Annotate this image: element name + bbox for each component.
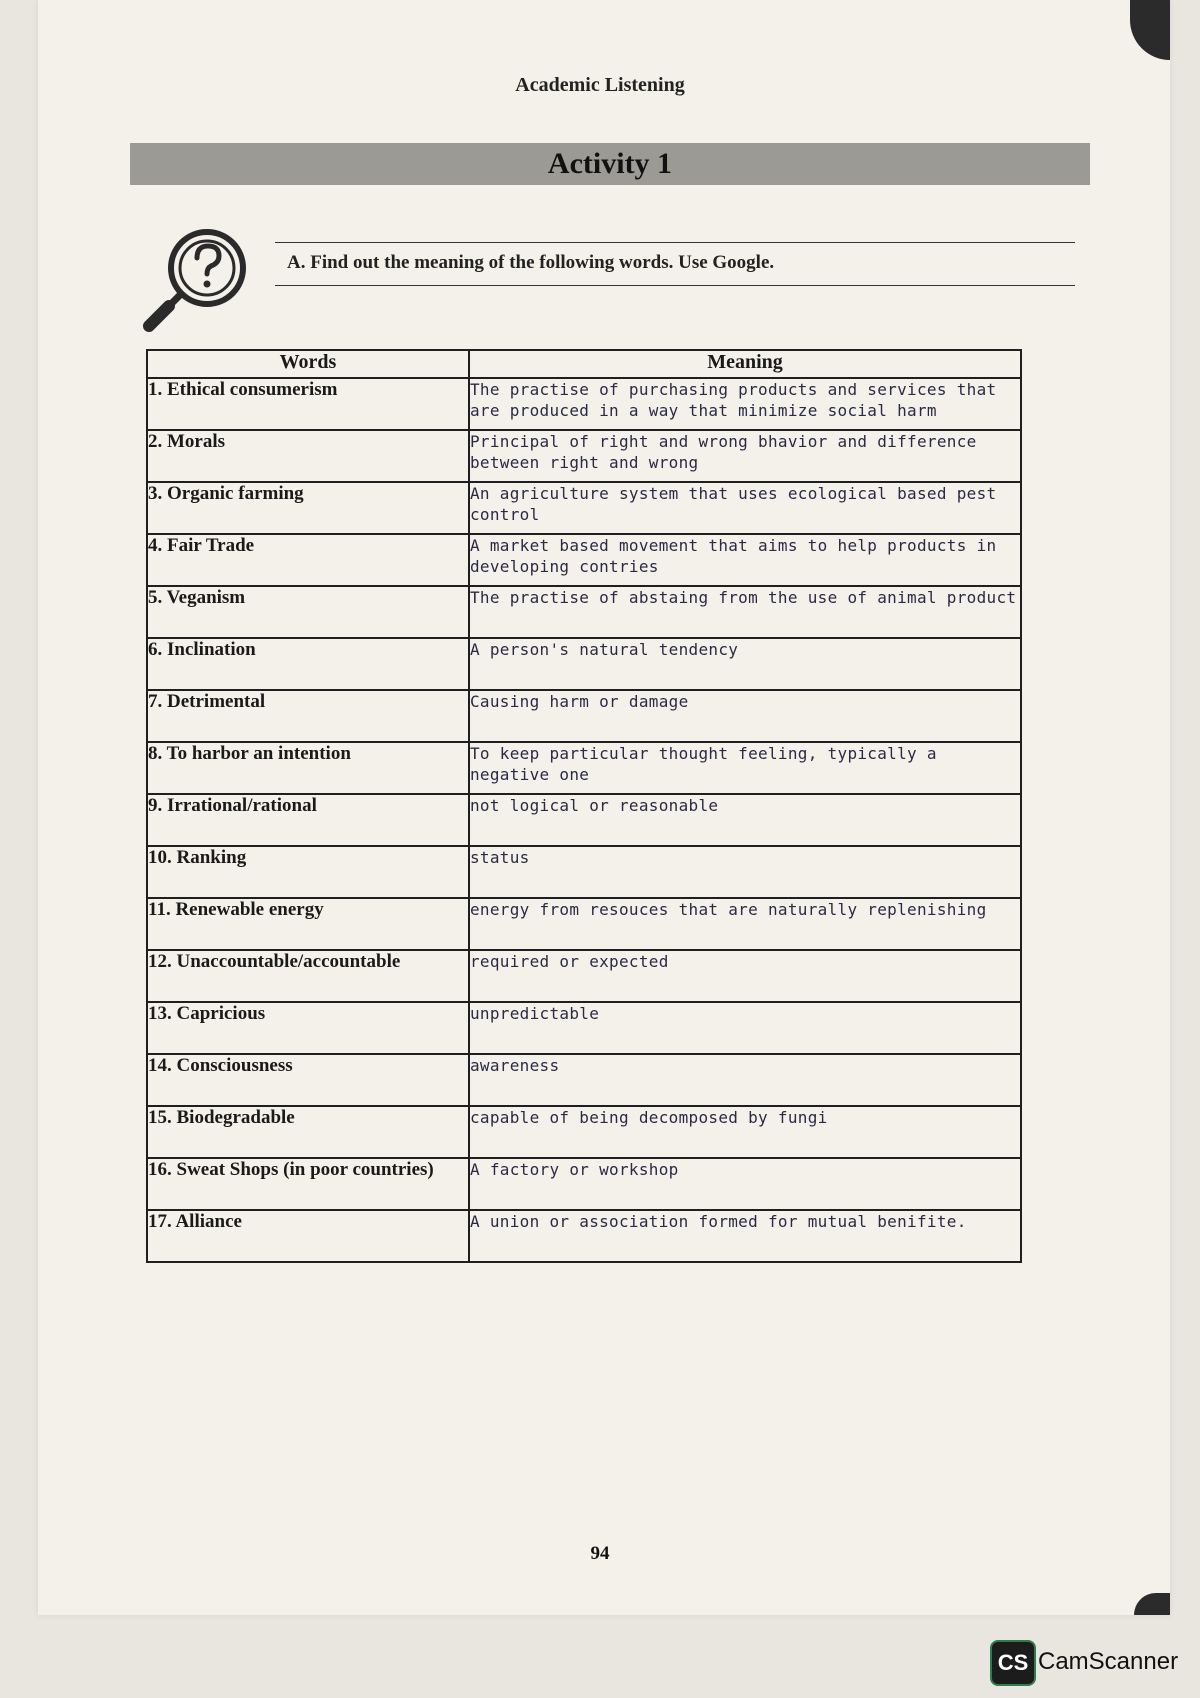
table-row	[147, 846, 1021, 898]
table-row	[147, 690, 1021, 742]
word-cell: 15. Biodegradable	[147, 1106, 469, 1158]
page-corner-shadow	[1130, 0, 1170, 60]
meaning-cell: An agriculture system that uses ecological based pest control	[469, 482, 1021, 534]
table-row	[147, 898, 1021, 950]
table-row	[147, 1158, 1021, 1210]
table-row	[147, 1054, 1021, 1106]
meaning-cell: A factory or workshop	[469, 1158, 1021, 1210]
camscanner-logo-icon: CS	[990, 1640, 1036, 1686]
table-row	[147, 950, 1021, 1002]
meaning-cell: To keep particular thought feeling, typically a negative one	[469, 742, 1021, 794]
activity-title: Activity 1	[547, 147, 673, 180]
word-cell: 5. Veganism	[147, 586, 469, 638]
meaning-cell: A union or association formed for mutual benifite.	[469, 1210, 1021, 1262]
meaning-cell: Causing harm or damage	[469, 690, 1021, 742]
meaning-cell: capable of being decomposed by fungi	[469, 1106, 1021, 1158]
question-magnifier-icon	[135, 222, 255, 342]
word-cell: 16. Sweat Shops (in poor countries)	[147, 1158, 469, 1210]
meaning-cell: The practise of abstaing from the use of animal product	[469, 586, 1021, 638]
page-number: 94	[590, 1543, 610, 1564]
table-row	[147, 378, 1021, 430]
page-header: Academic Listening	[515, 74, 685, 96]
word-cell: 13. Capricious	[147, 1002, 469, 1054]
meaning-cell: unpredictable	[469, 1002, 1021, 1054]
instruction-text: A. Find out the meaning of the following words. Use Google.	[287, 252, 775, 273]
word-cell: 9. Irrational/rational	[147, 794, 469, 846]
table-row	[147, 1002, 1021, 1054]
word-cell: 8. To harbor an intention	[147, 742, 469, 794]
meaning-cell: required or expected	[469, 950, 1021, 1002]
table-row	[147, 482, 1021, 534]
table-row	[147, 586, 1021, 638]
table-row	[147, 1210, 1021, 1262]
camscanner-label: CamScanner	[1038, 1648, 1179, 1675]
meaning-cell: awareness	[469, 1054, 1021, 1106]
column-header-words: Words	[147, 350, 469, 378]
word-cell: 1. Ethical consumerism	[147, 378, 469, 430]
rule-bottom	[275, 285, 1075, 286]
word-cell: 2. Morals	[147, 430, 469, 482]
meaning-cell: status	[469, 846, 1021, 898]
table-row	[147, 794, 1021, 846]
table-row	[147, 638, 1021, 690]
rule-top	[275, 242, 1075, 243]
table-row	[147, 1106, 1021, 1158]
meaning-cell: A market based movement that aims to help products in developing contries	[469, 534, 1021, 586]
word-cell: 12. Unaccountable/accountable	[147, 950, 469, 1002]
word-cell: 3. Organic farming	[147, 482, 469, 534]
word-cell: 7. Detrimental	[147, 690, 469, 742]
word-cell: 6. Inclination	[147, 638, 469, 690]
vocabulary-table	[146, 349, 1022, 1263]
word-cell: 14. Consciousness	[147, 1054, 469, 1106]
word-cell: 10. Ranking	[147, 846, 469, 898]
page-corner-shadow	[1134, 1593, 1170, 1615]
column-header-meaning: Meaning	[469, 350, 1021, 378]
table-row	[147, 534, 1021, 586]
meaning-cell: A person's natural tendency	[469, 638, 1021, 690]
meaning-cell: not logical or reasonable	[469, 794, 1021, 846]
meaning-cell: The practise of purchasing products and services that are produced in a way that minimize social harm	[469, 378, 1021, 430]
table-row	[147, 430, 1021, 482]
meaning-cell: energy from resouces that are naturally replenishing	[469, 898, 1021, 950]
meaning-cell: Principal of right and wrong bhavior and difference between right and wrong	[469, 430, 1021, 482]
table-row	[147, 742, 1021, 794]
word-cell: 4. Fair Trade	[147, 534, 469, 586]
word-cell: 11. Renewable energy	[147, 898, 469, 950]
activity-banner	[130, 143, 1090, 185]
word-cell: 17. Alliance	[147, 1210, 469, 1262]
